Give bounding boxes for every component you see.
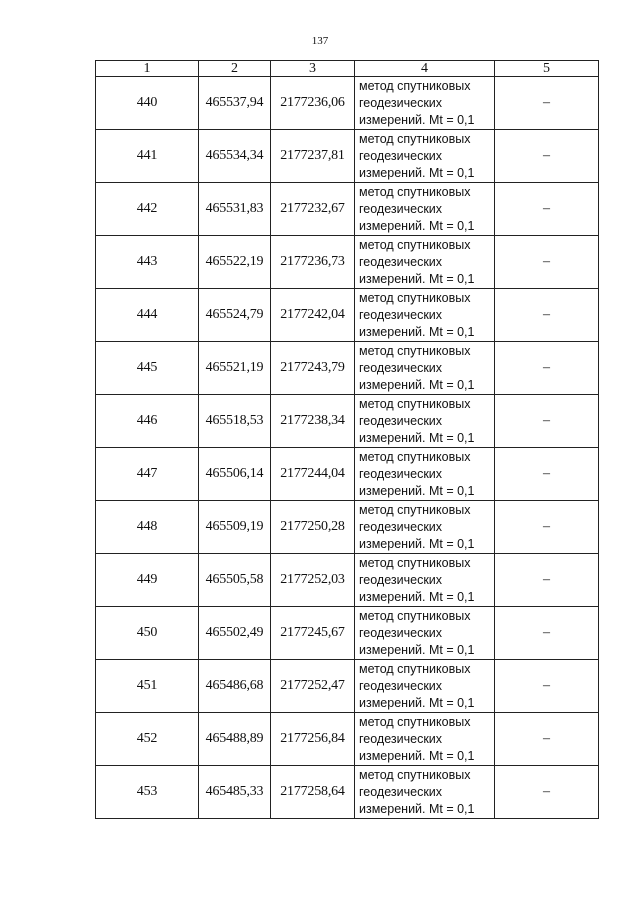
y-coordinate-cell: 2177238,34: [271, 395, 355, 448]
method-line: метод спутниковых: [359, 502, 471, 517]
point-number-cell: 448: [96, 501, 199, 554]
column-header: 4: [355, 61, 495, 77]
note-cell: –: [495, 660, 599, 713]
x-coordinate-cell: 465534,34: [199, 130, 271, 183]
method-line: измерений. Mt = 0,1: [359, 324, 475, 339]
point-number-cell: 449: [96, 554, 199, 607]
y-coordinate-cell: 2177243,79: [271, 342, 355, 395]
x-coordinate-cell: 465488,89: [199, 713, 271, 766]
method-line: геодезических: [359, 95, 443, 110]
x-coordinate-cell: 465505,58: [199, 554, 271, 607]
method-line: геодезических: [359, 784, 443, 799]
method-cell: [355, 554, 495, 607]
method-cell: [355, 342, 495, 395]
method-cell: [355, 713, 495, 766]
y-coordinate-cell: 2177236,73: [271, 236, 355, 289]
method-line: измерений. Mt = 0,1: [359, 536, 475, 551]
note-cell: –: [495, 395, 599, 448]
method-cell: [355, 130, 495, 183]
column-header: 1: [96, 61, 199, 77]
method-line: метод спутниковых: [359, 767, 471, 782]
method-cell: [355, 395, 495, 448]
table-row: [96, 289, 599, 342]
column-header: 2: [199, 61, 271, 77]
method-line: метод спутниковых: [359, 131, 471, 146]
method-line: геодезических: [359, 201, 443, 216]
note-cell: –: [495, 236, 599, 289]
x-coordinate-cell: 465506,14: [199, 448, 271, 501]
y-coordinate-cell: 2177232,67: [271, 183, 355, 236]
method-line: геодезических: [359, 678, 443, 693]
method-cell: [355, 77, 495, 130]
method-line: геодезических: [359, 254, 443, 269]
table-row: [96, 554, 599, 607]
note-cell: –: [495, 501, 599, 554]
point-number-cell: 441: [96, 130, 199, 183]
point-number-cell: 440: [96, 77, 199, 130]
method-line: измерений. Mt = 0,1: [359, 377, 475, 392]
x-coordinate-cell: 465502,49: [199, 607, 271, 660]
method-line: геодезических: [359, 360, 443, 375]
point-number-cell: 453: [96, 766, 199, 819]
y-coordinate-cell: 2177237,81: [271, 130, 355, 183]
method-line: геодезических: [359, 572, 443, 587]
table-row: [96, 395, 599, 448]
method-line: измерений. Mt = 0,1: [359, 430, 475, 445]
method-line: геодезических: [359, 148, 443, 163]
note-cell: –: [495, 448, 599, 501]
method-line: метод спутниковых: [359, 608, 471, 623]
method-line: геодезических: [359, 466, 443, 481]
point-number-cell: 443: [96, 236, 199, 289]
method-line: метод спутниковых: [359, 396, 471, 411]
note-cell: –: [495, 130, 599, 183]
method-line: измерений. Mt = 0,1: [359, 589, 475, 604]
table-row: [96, 448, 599, 501]
x-coordinate-cell: 465486,68: [199, 660, 271, 713]
note-cell: –: [495, 183, 599, 236]
y-coordinate-cell: 2177258,64: [271, 766, 355, 819]
y-coordinate-cell: 2177244,04: [271, 448, 355, 501]
table-row: [96, 713, 599, 766]
note-cell: –: [495, 77, 599, 130]
note-cell: –: [495, 713, 599, 766]
method-line: измерений. Mt = 0,1: [359, 271, 475, 286]
method-cell: [355, 289, 495, 342]
method-cell: [355, 766, 495, 819]
method-cell: [355, 607, 495, 660]
x-coordinate-cell: 465521,19: [199, 342, 271, 395]
point-number-cell: 442: [96, 183, 199, 236]
method-line: метод спутниковых: [359, 343, 471, 358]
method-line: измерений. Mt = 0,1: [359, 483, 475, 498]
method-cell: [355, 448, 495, 501]
method-line: метод спутниковых: [359, 555, 471, 570]
column-header: 3: [271, 61, 355, 77]
note-cell: –: [495, 342, 599, 395]
table-row: [96, 342, 599, 395]
table-row: [96, 766, 599, 819]
point-number-cell: 447: [96, 448, 199, 501]
note-cell: –: [495, 607, 599, 660]
y-coordinate-cell: 2177236,06: [271, 77, 355, 130]
y-coordinate-cell: 2177256,84: [271, 713, 355, 766]
x-coordinate-cell: 465522,19: [199, 236, 271, 289]
method-line: измерений. Mt = 0,1: [359, 642, 475, 657]
table-row: [96, 501, 599, 554]
page-number: 137: [311, 35, 329, 47]
y-coordinate-cell: 2177242,04: [271, 289, 355, 342]
method-line: геодезических: [359, 307, 443, 322]
method-line: геодезических: [359, 413, 443, 428]
y-coordinate-cell: 2177252,47: [271, 660, 355, 713]
method-line: метод спутниковых: [359, 237, 471, 252]
method-cell: [355, 183, 495, 236]
method-line: измерений. Mt = 0,1: [359, 695, 475, 710]
method-line: измерений. Mt = 0,1: [359, 801, 475, 816]
method-line: измерений. Mt = 0,1: [359, 748, 475, 763]
method-line: метод спутниковых: [359, 78, 471, 93]
method-cell: [355, 660, 495, 713]
note-cell: –: [495, 289, 599, 342]
method-cell: [355, 236, 495, 289]
point-number-cell: 444: [96, 289, 199, 342]
method-cell: [355, 501, 495, 554]
table-row: [96, 183, 599, 236]
y-coordinate-cell: 2177250,28: [271, 501, 355, 554]
column-header: 5: [495, 61, 599, 77]
x-coordinate-cell: 465524,79: [199, 289, 271, 342]
x-coordinate-cell: 465485,33: [199, 766, 271, 819]
x-coordinate-cell: 465509,19: [199, 501, 271, 554]
method-line: метод спутниковых: [359, 290, 471, 305]
method-line: метод спутниковых: [359, 184, 471, 199]
table-row: [96, 77, 599, 130]
point-number-cell: 451: [96, 660, 199, 713]
method-line: метод спутниковых: [359, 714, 471, 729]
coordinates-table: [95, 60, 599, 819]
method-line: измерений. Mt = 0,1: [359, 112, 475, 127]
table-header-row: [96, 61, 599, 77]
method-line: метод спутниковых: [359, 449, 471, 464]
y-coordinate-cell: 2177245,67: [271, 607, 355, 660]
y-coordinate-cell: 2177252,03: [271, 554, 355, 607]
method-line: измерений. Mt = 0,1: [359, 218, 475, 233]
point-number-cell: 445: [96, 342, 199, 395]
method-line: метод спутниковых: [359, 661, 471, 676]
method-line: геодезических: [359, 731, 443, 746]
method-line: геодезических: [359, 519, 443, 534]
x-coordinate-cell: 465537,94: [199, 77, 271, 130]
point-number-cell: 446: [96, 395, 199, 448]
note-cell: –: [495, 554, 599, 607]
point-number-cell: 452: [96, 713, 199, 766]
table-row: [96, 236, 599, 289]
method-line: измерений. Mt = 0,1: [359, 165, 475, 180]
note-cell: –: [495, 766, 599, 819]
table-row: [96, 130, 599, 183]
method-line: геодезических: [359, 625, 443, 640]
table-row: [96, 607, 599, 660]
x-coordinate-cell: 465531,83: [199, 183, 271, 236]
point-number-cell: 450: [96, 607, 199, 660]
x-coordinate-cell: 465518,53: [199, 395, 271, 448]
table-row: [96, 660, 599, 713]
